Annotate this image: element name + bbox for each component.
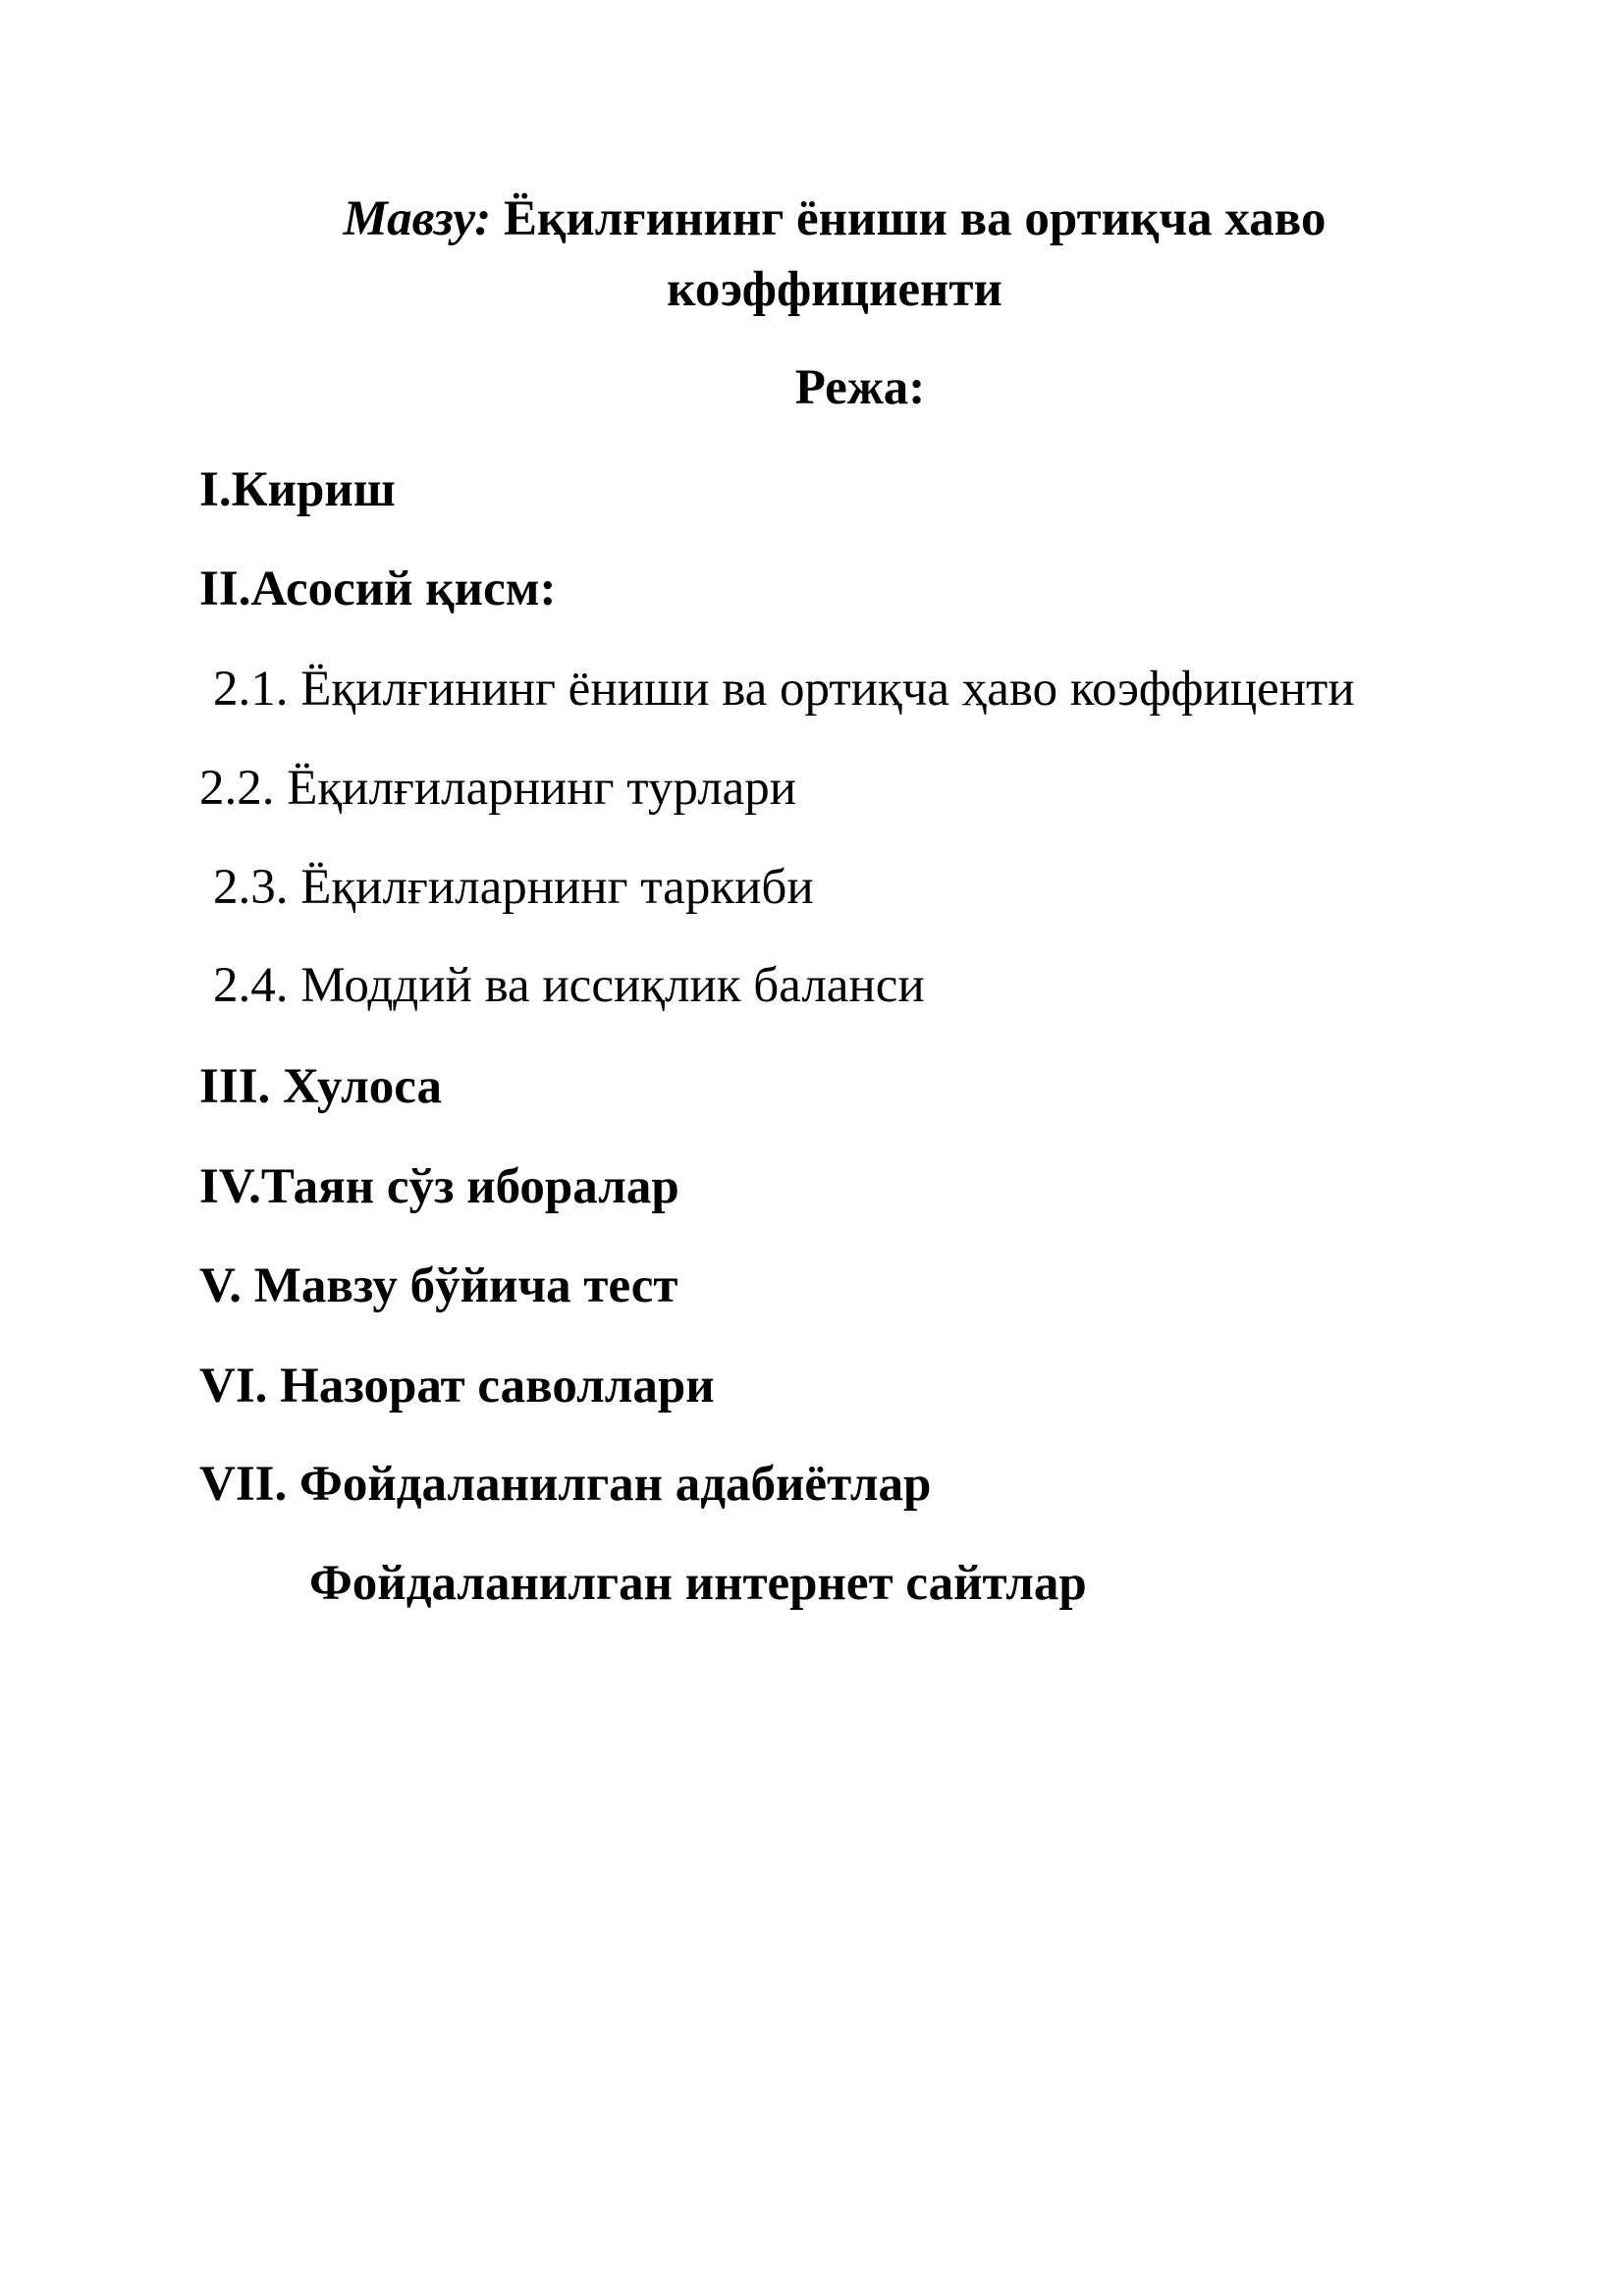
plan-item-introduction: I.Кириш bbox=[199, 462, 396, 517]
title-line-1 bbox=[196, 184, 1473, 254]
plan-item-key-terms: IV.Таян сўз иборалар bbox=[199, 1159, 679, 1214]
document-title bbox=[196, 184, 1473, 325]
plan-item-conclusion: III. Хулоса bbox=[199, 1059, 443, 1114]
plan-heading: Режа: bbox=[794, 360, 926, 415]
plan-item-main-part: II.Асосий қисм: bbox=[199, 561, 557, 616]
plan-item-internet-sites: Фойдаланилган интернет сайтлар bbox=[309, 1556, 1087, 1611]
plan-item-2-2: 2.2. Ёқилғиларнинг турлари bbox=[199, 761, 797, 816]
plan-item-control-questions: VI. Назорат саволлари bbox=[199, 1359, 715, 1414]
title-line-2: коэффициенти bbox=[667, 262, 1002, 317]
plan-item-2-3: 2.3. Ёқилғиларнинг таркиби bbox=[213, 860, 814, 915]
title-lead: Мавзу: bbox=[343, 191, 492, 246]
title-text: Ёқилғининг ёниши ва ортиқча хаво bbox=[504, 191, 1326, 246]
plan-item-2-1: 2.1. Ёқилғининг ёниши ва ортиқча ҳаво коэффиценти bbox=[213, 662, 1355, 717]
plan-item-2-4: 2.4. Моддий ва иссиқлик баланси bbox=[213, 958, 925, 1013]
plan-item-test: V. Мавзу бўйича тест bbox=[199, 1258, 678, 1313]
plan-item-references: VII. Фойдаланилган адабиётлар bbox=[199, 1457, 932, 1512]
